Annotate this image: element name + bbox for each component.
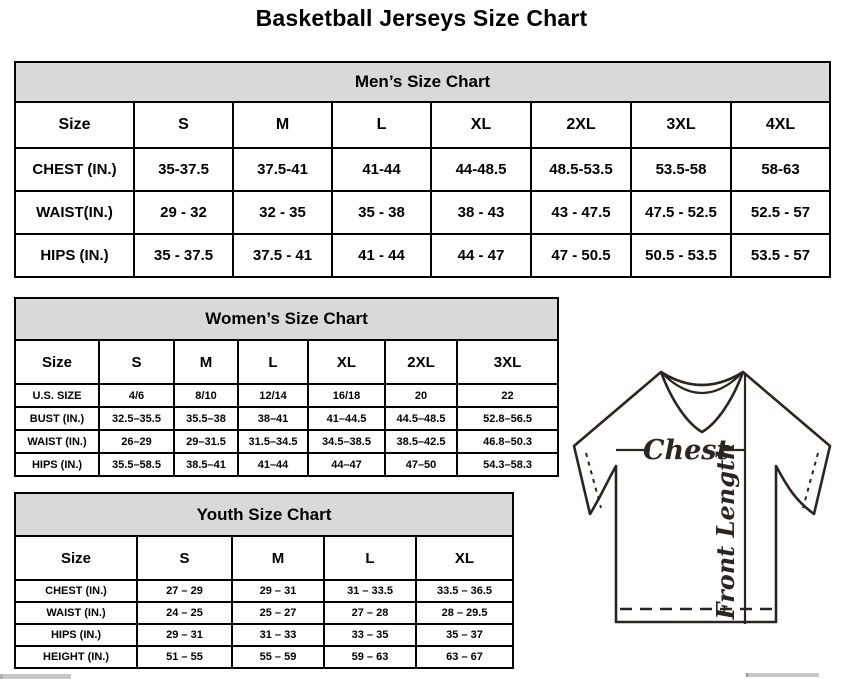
men-row-label: WAIST(IN.) [15, 191, 134, 234]
men-cell: 35 - 37.5 [134, 234, 233, 277]
youth-cell: 63 – 67 [416, 646, 513, 668]
men-column-header: Size [15, 102, 134, 148]
men-column-header: S [134, 102, 233, 148]
youth-cell: 31 – 33.5 [324, 580, 416, 602]
men-cell: 52.5 - 57 [731, 191, 830, 234]
youth-cell: 33.5 – 36.5 [416, 580, 513, 602]
women-column-header: Size [15, 340, 99, 384]
youth-column-header: XL [416, 536, 513, 580]
women-cell: 20 [385, 384, 457, 407]
women-cell: 52.8–56.5 [457, 407, 558, 430]
men-column-header: 3XL [631, 102, 731, 148]
women-table-row [15, 407, 558, 430]
women-column-header: L [238, 340, 308, 384]
page-title: Basketball Jerseys Size Chart [255, 5, 588, 31]
youth-size-table [14, 492, 514, 669]
jersey-diagram-svg [562, 366, 842, 674]
men-cell: 48.5-53.5 [531, 148, 631, 191]
youth-cell: 24 – 25 [137, 602, 232, 624]
women-cell: 12/14 [238, 384, 308, 407]
women-row-label: WAIST (IN.) [15, 430, 99, 453]
men-cell: 50.5 - 53.5 [631, 234, 731, 277]
women-cell: 26–29 [99, 430, 174, 453]
women-cell: 44.5–48.5 [385, 407, 457, 430]
youth-column-header: L [324, 536, 416, 580]
youth-cell: 55 – 59 [232, 646, 324, 668]
men-cell: 38 - 43 [431, 191, 531, 234]
women-row-label: U.S. SIZE [15, 384, 99, 407]
youth-cell: 29 – 31 [137, 624, 232, 646]
men-cell: 37.5 - 41 [233, 234, 332, 277]
women-cell: 32.5–35.5 [99, 407, 174, 430]
youth-column-header: M [232, 536, 324, 580]
youth-cell: 31 – 33 [232, 624, 324, 646]
youth-table-row [15, 580, 513, 602]
men-cell: 35-37.5 [134, 148, 233, 191]
men-cell: 53.5 - 57 [731, 234, 830, 277]
women-cell: 41–44.5 [308, 407, 385, 430]
youth-row-label: WAIST (IN.) [15, 602, 137, 624]
men-cell: 58-63 [731, 148, 830, 191]
men-row-label: CHEST (IN.) [15, 148, 134, 191]
youth-row-label: HEIGHT (IN.) [15, 646, 137, 668]
men-cell: 41-44 [332, 148, 431, 191]
women-column-header: S [99, 340, 174, 384]
men-cell: 43 - 47.5 [531, 191, 631, 234]
women-row-label: BUST (IN.) [15, 407, 99, 430]
women-cell: 41–44 [238, 453, 308, 476]
women-cell: 35.5–58.5 [99, 453, 174, 476]
women-table-row [15, 453, 558, 476]
men-table-row [15, 148, 830, 191]
women-cell: 38.5–42.5 [385, 430, 457, 453]
men-row-label: HIPS (IN.) [15, 234, 134, 277]
women-column-header: XL [308, 340, 385, 384]
youth-table-row [15, 646, 513, 668]
mens-size-table [14, 61, 831, 278]
men-table-row [15, 234, 830, 277]
youth-row-label: HIPS (IN.) [15, 624, 137, 646]
youth-cell: 27 – 29 [137, 580, 232, 602]
women-table-row [15, 384, 558, 407]
men-cell: 44-48.5 [431, 148, 531, 191]
youth-cell: 35 – 37 [416, 624, 513, 646]
youth-cell: 27 – 28 [324, 602, 416, 624]
youth-cell: 28 – 29.5 [416, 602, 513, 624]
men-cell: 41 - 44 [332, 234, 431, 277]
men-cell: 47.5 - 52.5 [631, 191, 731, 234]
women-cell: 4/6 [99, 384, 174, 407]
men-cell: 35 - 38 [332, 191, 431, 234]
youth-column-header: S [137, 536, 232, 580]
women-cell: 8/10 [174, 384, 238, 407]
men-cell: 44 - 47 [431, 234, 531, 277]
jersey-outline [574, 372, 830, 622]
women-column-header: M [174, 340, 238, 384]
women-cell: 34.5–38.5 [308, 430, 385, 453]
women-cell: 38–41 [238, 407, 308, 430]
youth-cell: 25 – 27 [232, 602, 324, 624]
womens-size-table [14, 297, 559, 477]
chest-label: Chest [643, 435, 729, 466]
women-table-row [15, 430, 558, 453]
men-table-row [15, 191, 830, 234]
men-column-header: 4XL [731, 102, 830, 148]
women-cell: 29–31.5 [174, 430, 238, 453]
youth-row-label: CHEST (IN.) [15, 580, 137, 602]
men-column-header: 2XL [531, 102, 631, 148]
women-row-label: HIPS (IN.) [15, 453, 99, 476]
men-column-header: M [233, 102, 332, 148]
men-column-header: L [332, 102, 431, 148]
men-column-header: XL [431, 102, 531, 148]
youth-table-row [15, 624, 513, 646]
youth-column-header: Size [15, 536, 137, 580]
women-cell: 38.5–41 [174, 453, 238, 476]
youth-cell: 59 – 63 [324, 646, 416, 668]
scrollbar-fragment-right [746, 673, 819, 677]
jersey-measurement-diagram [562, 366, 842, 674]
youth-cell: 29 – 31 [232, 580, 324, 602]
men-cell: 47 - 50.5 [531, 234, 631, 277]
women-cell: 46.8–50.3 [457, 430, 558, 453]
men-cell: 53.5-58 [631, 148, 731, 191]
youth-cell: 51 – 55 [137, 646, 232, 668]
men-cell: 32 - 35 [233, 191, 332, 234]
women-column-header: 3XL [457, 340, 558, 384]
women-table-title: Women’s Size Chart [15, 298, 558, 340]
youth-cell: 33 – 35 [324, 624, 416, 646]
women-cell: 47–50 [385, 453, 457, 476]
youth-table-title: Youth Size Chart [15, 493, 513, 536]
men-cell: 29 - 32 [134, 191, 233, 234]
men-table-title: Men’s Size Chart [15, 62, 830, 102]
women-cell: 35.5–38 [174, 407, 238, 430]
front-length-label: Front Length [711, 442, 740, 620]
women-column-header: 2XL [385, 340, 457, 384]
women-cell: 31.5–34.5 [238, 430, 308, 453]
scrollbar-fragment-left [0, 674, 71, 679]
women-cell: 54.3–58.3 [457, 453, 558, 476]
women-cell: 22 [457, 384, 558, 407]
men-cell: 37.5-41 [233, 148, 332, 191]
women-cell: 16/18 [308, 384, 385, 407]
women-cell: 44–47 [308, 453, 385, 476]
youth-table-row [15, 602, 513, 624]
